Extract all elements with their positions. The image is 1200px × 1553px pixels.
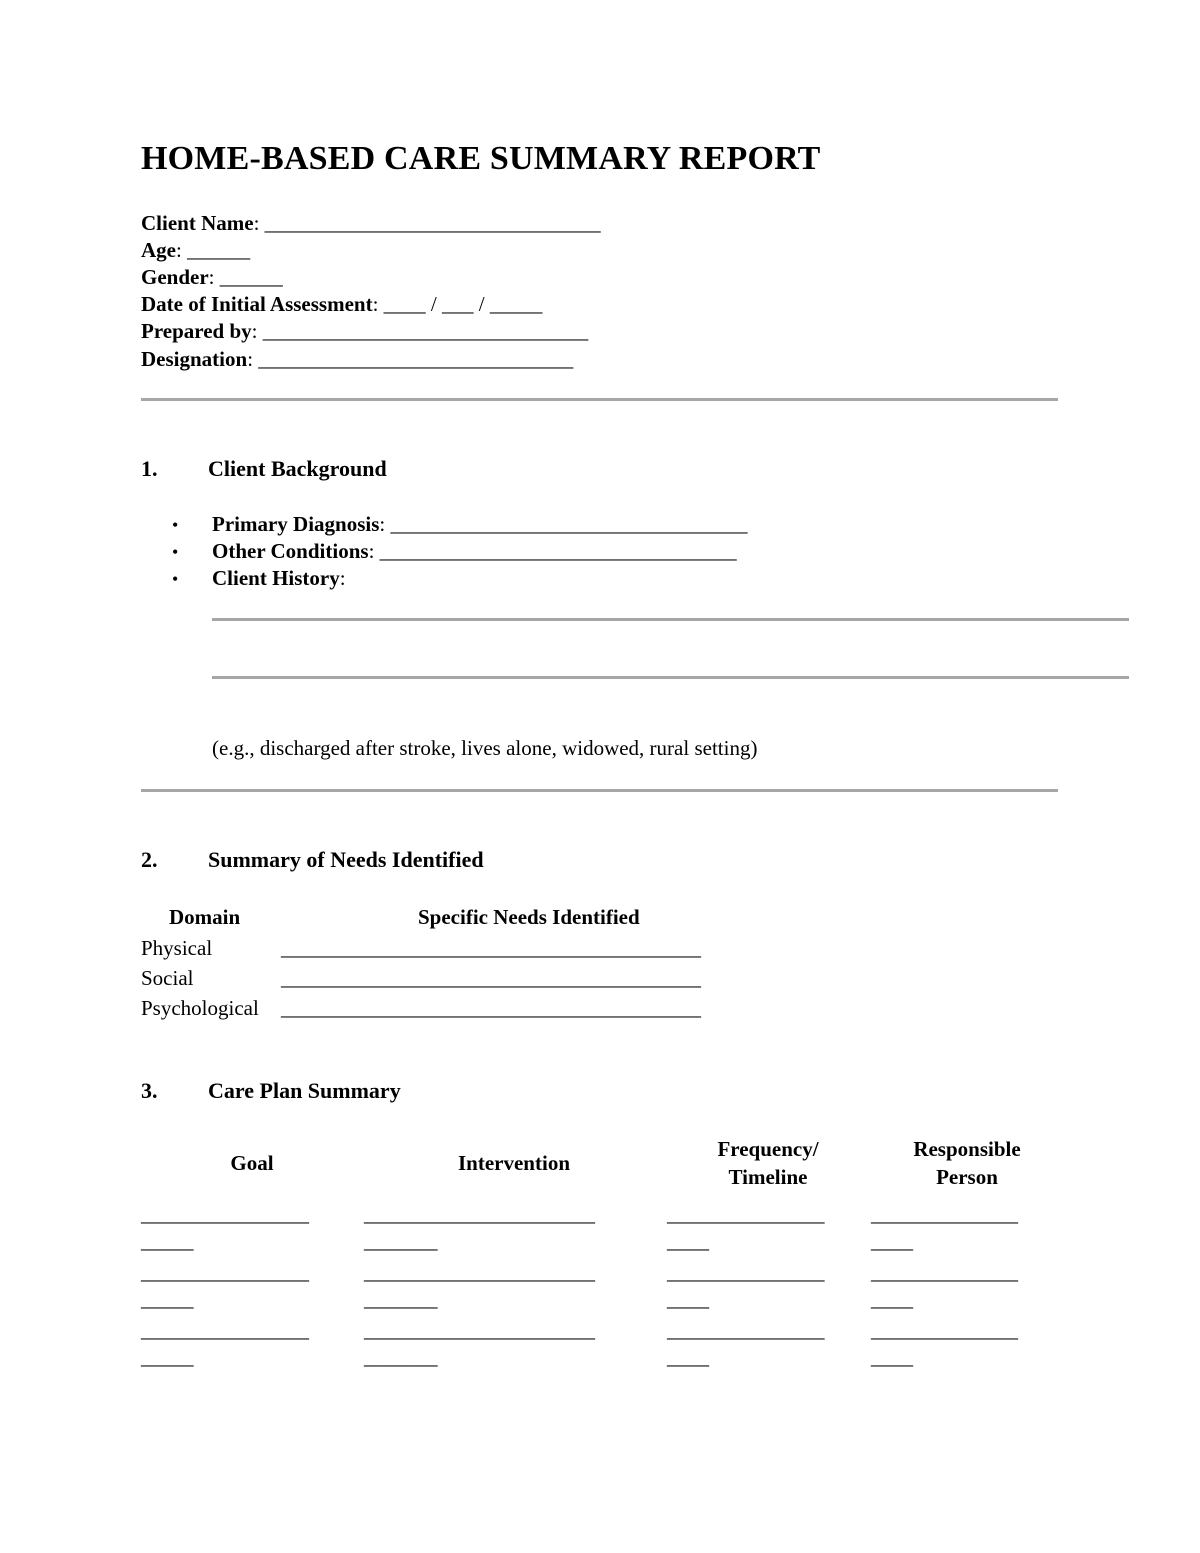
section-3-number: 3.: [141, 1078, 158, 1103]
intervention-blank[interactable]: ______________________: [364, 1318, 595, 1342]
responsible-blank[interactable]: ______________: [871, 1260, 1018, 1284]
responsible-blank-cont[interactable]: ____: [871, 1345, 913, 1369]
section-2-title: Summary of Needs Identified: [208, 847, 484, 872]
client-history-label: Client History: [212, 566, 340, 590]
frequency-header-line1: Frequency/: [717, 1137, 819, 1161]
client-name-label: Client Name: [141, 211, 254, 235]
goal-blank-cont[interactable]: _____: [141, 1345, 194, 1369]
needs-physical-blank[interactable]: ________________________________________: [281, 936, 701, 960]
frequency-blank[interactable]: _______________: [667, 1260, 825, 1284]
responsible-blank-cont[interactable]: ____: [871, 1287, 913, 1311]
gender-blank: : ______: [208, 265, 283, 289]
assessment-date-blank: : ____ / ___ / _____: [372, 292, 543, 316]
section-1-title: Client Background: [208, 456, 387, 481]
needs-psychological-blank[interactable]: ________________________________________: [281, 996, 701, 1020]
domain-psychological: Psychological: [141, 996, 259, 1020]
goal-blank-cont[interactable]: _____: [141, 1287, 194, 1311]
age-blank: : ______: [176, 238, 251, 262]
specific-needs-header: Specific Needs Identified: [418, 905, 640, 929]
goal-blank[interactable]: ________________: [141, 1260, 309, 1284]
section-2-number: 2.: [141, 847, 158, 872]
other-conditions-blank: : __________________________________: [368, 539, 737, 563]
responsible-header-line1: Responsible: [913, 1137, 1021, 1161]
gender-label: Gender: [141, 265, 209, 289]
designation-blank: : ______________________________: [247, 347, 574, 371]
other-conditions-label: Other Conditions: [212, 539, 369, 563]
intervention-blank-cont[interactable]: _______: [364, 1345, 438, 1369]
domain-header: Domain: [169, 905, 241, 929]
intervention-blank[interactable]: ______________________: [364, 1260, 595, 1284]
responsible-blank-cont[interactable]: ____: [871, 1229, 913, 1253]
intervention-blank[interactable]: ______________________: [364, 1202, 595, 1226]
intervention-blank-cont[interactable]: _______: [364, 1287, 438, 1311]
goal-blank[interactable]: ________________: [141, 1318, 309, 1342]
bullet-icon: •: [172, 515, 179, 535]
designation-label: Designation: [141, 347, 248, 371]
bullet-icon: •: [172, 542, 179, 562]
frequency-blank-cont[interactable]: ____: [667, 1229, 709, 1253]
section-1-number: 1.: [141, 456, 158, 481]
client-history-field[interactable]: [212, 566, 346, 591]
prepared-by-blank: : _______________________________: [251, 319, 589, 343]
assessment-date-label: Date of Initial Assessment: [141, 292, 373, 316]
intervention-header: [364, 1149, 664, 1177]
frequency-blank-cont[interactable]: ____: [667, 1287, 709, 1311]
frequency-blank[interactable]: _______________: [667, 1202, 825, 1226]
report-title: HOME-BASED CARE SUMMARY REPORT: [141, 140, 821, 177]
responsible-header: [871, 1135, 1063, 1191]
age-field[interactable]: [141, 238, 250, 263]
client-history-line-1[interactable]: [212, 618, 1129, 621]
primary-diagnosis-label: Primary Diagnosis: [212, 512, 380, 536]
responsible-header-line2: Person: [936, 1165, 998, 1189]
client-history-line-2[interactable]: [212, 676, 1129, 679]
client-name-blank: : ________________________________: [253, 211, 601, 235]
frequency-blank-cont[interactable]: ____: [667, 1345, 709, 1369]
designation-field[interactable]: [141, 347, 573, 372]
prepared-by-field[interactable]: [141, 319, 588, 344]
responsible-blank[interactable]: ______________: [871, 1318, 1018, 1342]
client-history-example: (e.g., discharged after stroke, lives alone, widowed, rural setting): [212, 736, 758, 760]
client-history-colon: :: [339, 566, 346, 590]
frequency-header: [667, 1135, 869, 1191]
other-conditions-field[interactable]: [212, 539, 737, 564]
assessment-date-field[interactable]: [141, 292, 542, 317]
responsible-blank[interactable]: ______________: [871, 1202, 1018, 1226]
needs-social-blank[interactable]: ________________________________________: [281, 966, 701, 990]
divider-2: [141, 789, 1058, 792]
frequency-header-line2: Timeline: [728, 1165, 808, 1189]
goal-blank-cont[interactable]: _____: [141, 1229, 194, 1253]
bullet-icon: •: [172, 569, 179, 589]
prepared-by-label: Prepared by: [141, 319, 252, 343]
gender-field[interactable]: [141, 265, 283, 290]
domain-social: Social: [141, 966, 194, 990]
age-label: Age: [141, 238, 176, 262]
client-name-field[interactable]: [141, 211, 601, 236]
goal-header-text: Goal: [230, 1151, 274, 1175]
section-3-title: Care Plan Summary: [208, 1078, 401, 1103]
goal-blank[interactable]: ________________: [141, 1202, 309, 1226]
goal-header: [141, 1149, 363, 1177]
intervention-header-text: Intervention: [458, 1151, 570, 1175]
frequency-blank[interactable]: _______________: [667, 1318, 825, 1342]
primary-diagnosis-blank: : __________________________________: [379, 512, 748, 536]
divider-1: [141, 398, 1058, 401]
primary-diagnosis-field[interactable]: [212, 512, 748, 537]
domain-physical: Physical: [141, 936, 213, 960]
intervention-blank-cont[interactable]: _______: [364, 1229, 438, 1253]
